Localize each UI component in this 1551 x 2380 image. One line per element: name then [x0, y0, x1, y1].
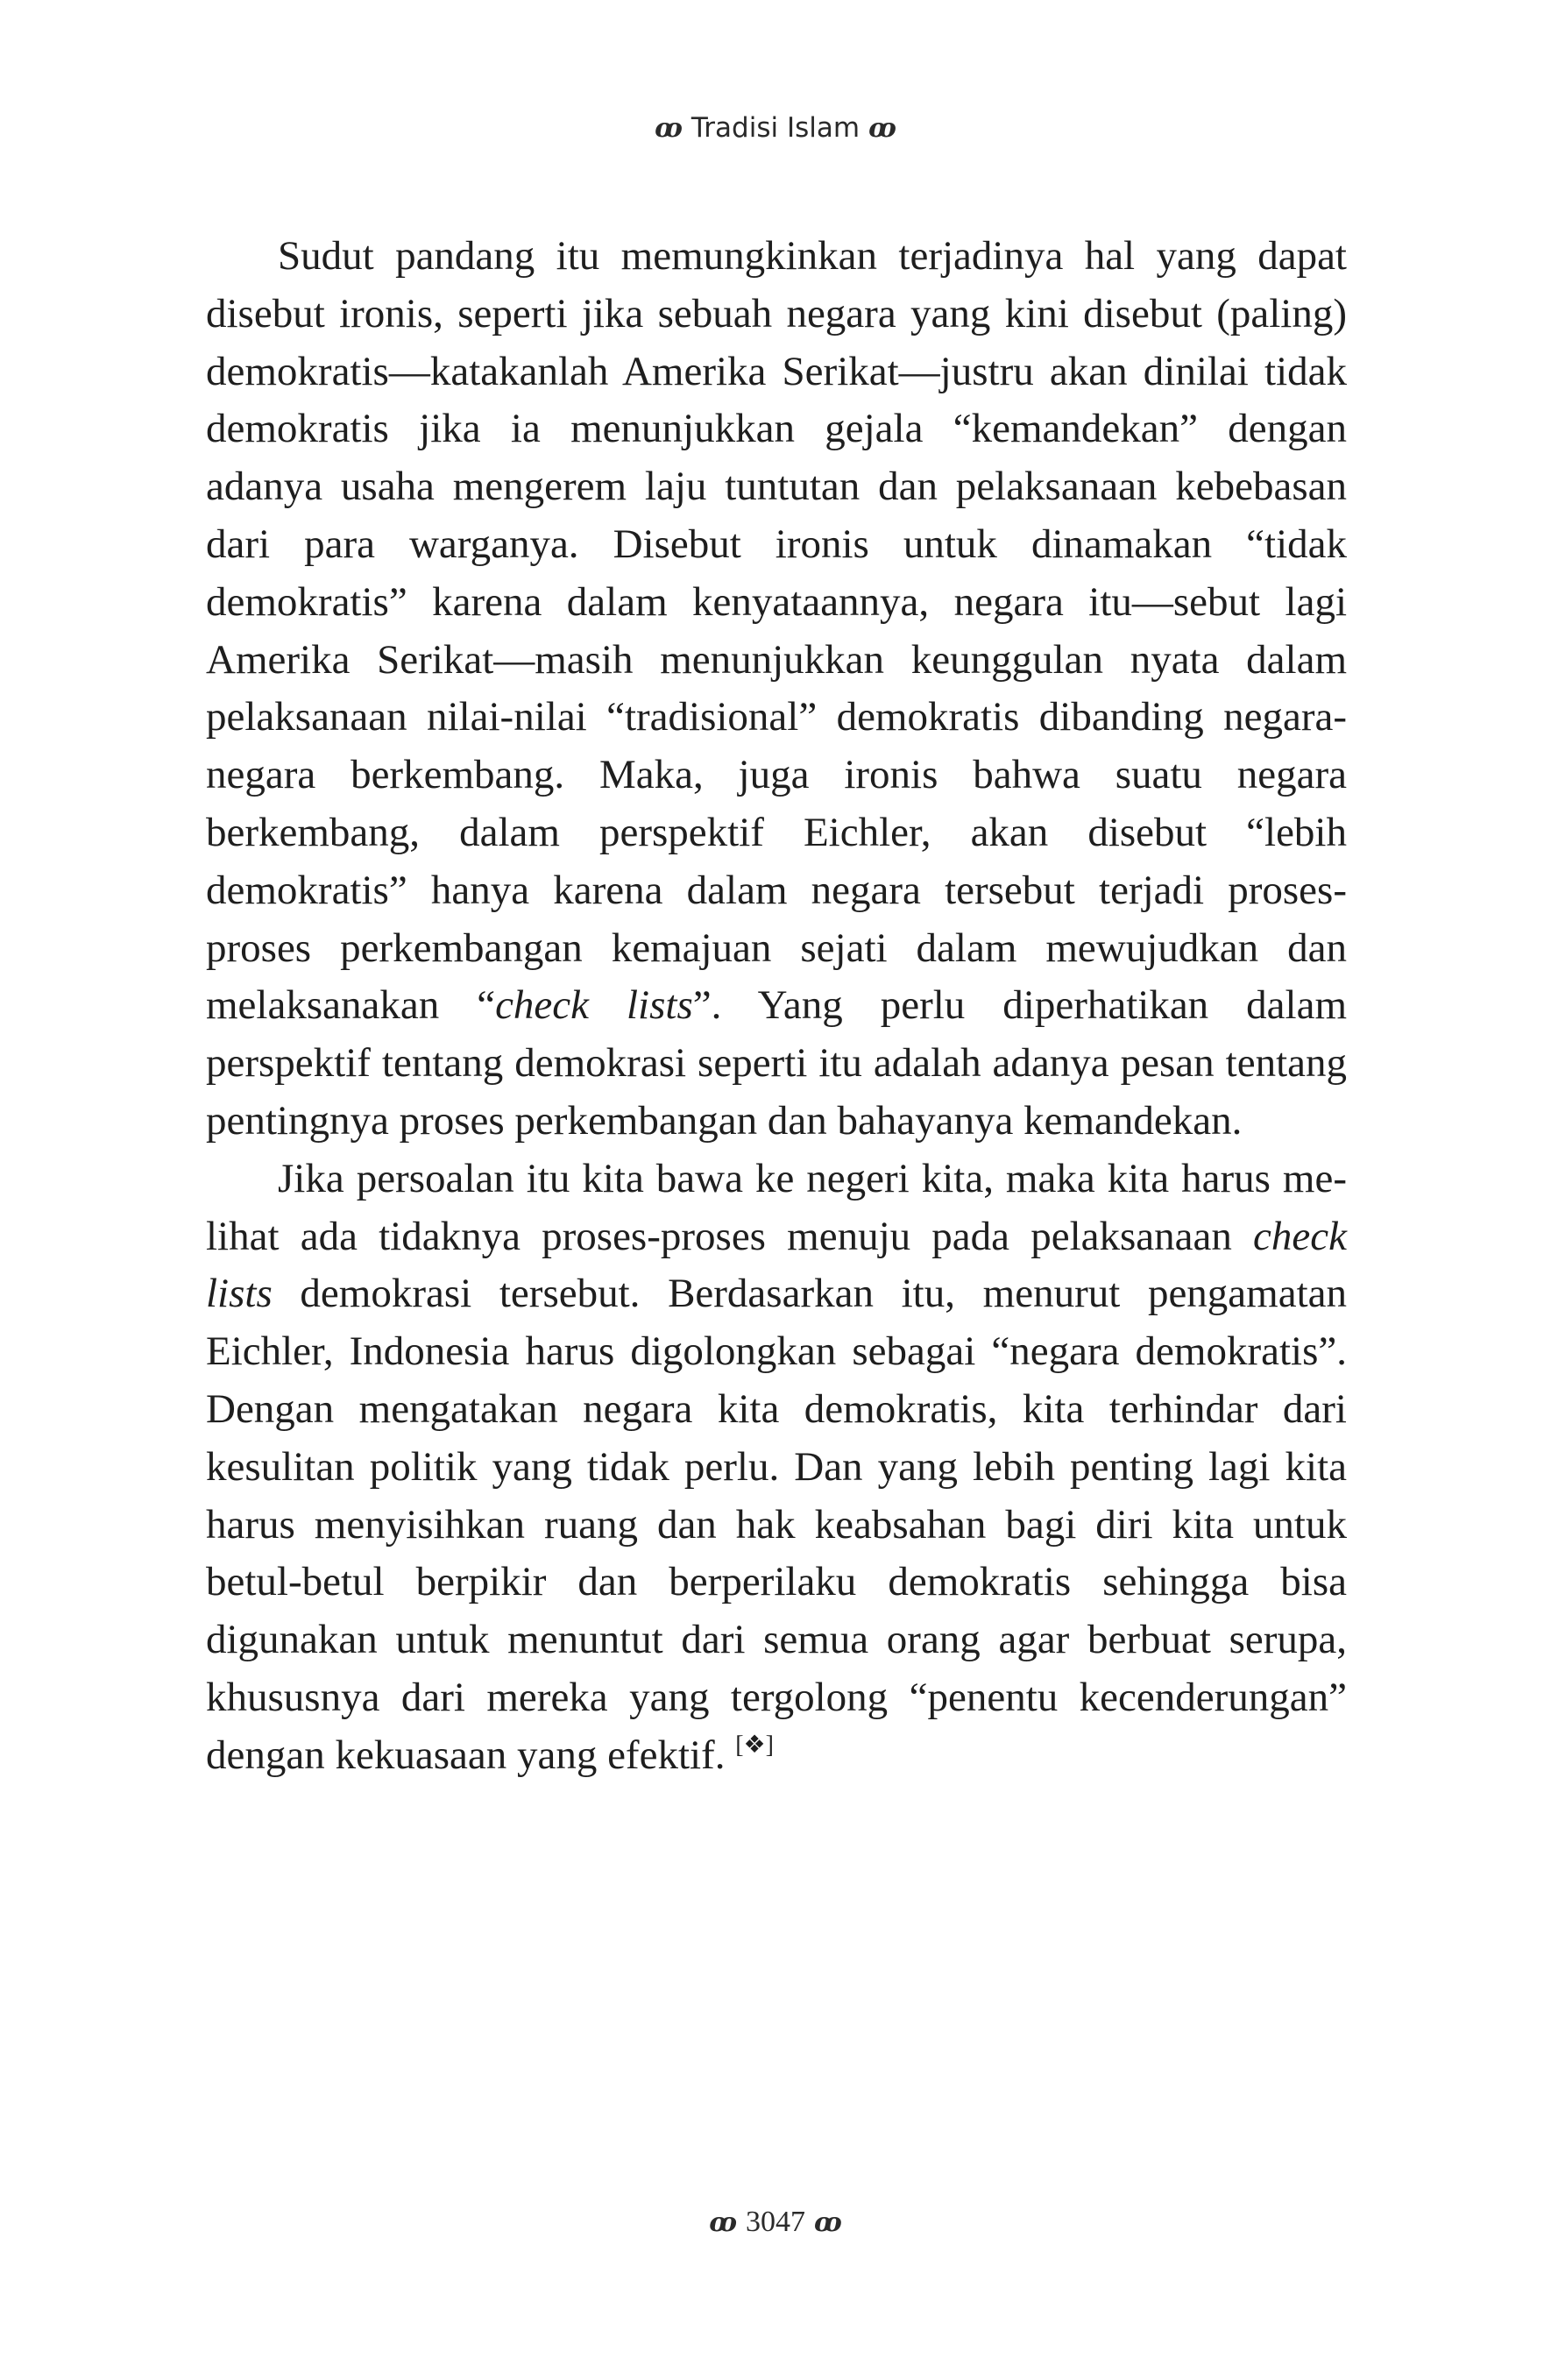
running-header	[0, 110, 1551, 146]
footer-ornament-right-icon: ꝏ	[814, 2207, 842, 2238]
paragraph-2-text-b: demokrasi tersebut. Berdasarkan itu, menurut pengamatan Eichler, Indonesia harus digolongkan sebagai “negara demokratis”. Dengan mengatakan negara kita demokratis, kita terhindar dari kesulitan politik yang tidak perlu. Dan yang lebih penting lagi kita harus menyisihkan ruang dan hak keabsahan bagi diri kita untuk betul-betul berpikir dan berperilaku demokratis sehingga bisa digunakan untuk menuntut dari semua orang agar berbuat serupa, khususnya dari mereka yang tergolong “penentu kecenderungan” dengan kekuasaan yang efektif.	[206, 1271, 1347, 1778]
footer-ornament-left-icon: ꝏ	[709, 2207, 737, 2238]
paragraph-1-text-b: ”. Yang perlu diperhatikan dalam perspektif tentang demokrasi seperti itu adalah adanya pesan tentang pentingnya proses perkembangan dan bahayanya kemandekan.	[206, 982, 1348, 1144]
running-header-title: Tradisi Islam	[691, 112, 860, 144]
paragraph-2-italic: check lists	[206, 1213, 1347, 1317]
end-mark-icon: [❖]	[735, 1731, 774, 1759]
paragraph-1-text-a: Sudut pandang itu memungkinkan terjadinya hal yang dapat disebut ironis, seperti jika sebuah negara yang kini disebut (paling) demokratis—katakanlah Amerika Serikat—justru akan dinilai tidak demokratis jika ia menunjukkan gejala “kemandekan” dengan adanya usaha mengerem laju tuntutan dan pelaksanaan kebebasan dari para warganya. Disebut ironis untuk dinamakan “tidak demokratis” karena dalam kenyataannya, negara itu—sebut lagi Amerika Serikat—masih menunjukkan keunggulan nyata dalam pelaksanaan nilai-nilai “tradisional” demokratis dibanding negara-negara berkembang. Maka, juga ironis bahwa suatu negara berkembang, dalam perspektif Eichler, akan disebut “lebih demokratis” hanya karena dalam negara tersebut terjadi proses-proses perkembangan kemajuan sejati dalam mewujudkan dan melaksanakan “	[206, 233, 1347, 1029]
body-text	[206, 228, 1347, 1785]
paragraph-1-italic: check lists	[495, 982, 693, 1029]
paragraph-2-text-a: Jika persoalan itu kita bawa ke negeri kita, maka kita harus melihat ada tidaknya proses-proses menuju pada pelaksanaan	[206, 1155, 1347, 1259]
ornament-right-icon: ꝏ	[868, 113, 896, 144]
paragraph-2	[206, 1151, 1347, 1785]
ornament-left-icon: ꝏ	[655, 113, 683, 144]
page-footer	[0, 2205, 1551, 2241]
paragraph-1	[206, 228, 1347, 1151]
page-number: 3047	[746, 2206, 805, 2238]
